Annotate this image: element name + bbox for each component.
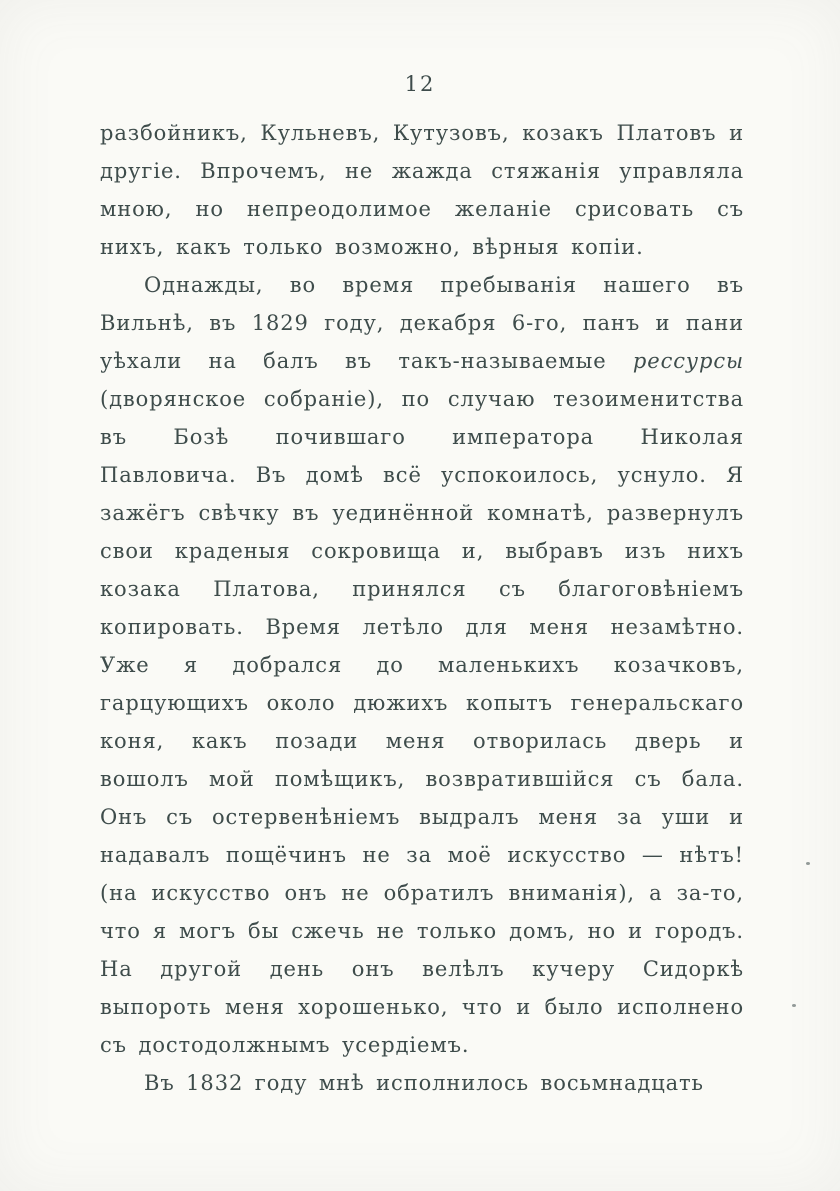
paragraph <box>100 1064 744 1102</box>
ink-speck <box>792 1004 796 1007</box>
paragraph <box>100 266 744 1064</box>
italic-text-run: рессурсы <box>632 349 744 373</box>
text-run: Въ 1832 году мнѣ исполнилось восьмнадцать <box>144 1071 704 1095</box>
text-run: Однажды, во время пребыванія нашего въ Вильнѣ, въ 1829 году, декабря 6-го, панъ и пани уѣхали на балъ въ такъ-называемые <box>100 273 744 373</box>
text-run: (дворянское собраніе), по случаю тезоименитства въ Бозѣ почившаго императора Николая Павловича. Въ домѣ всё успокоилось, уснуло. Я зажёгъ свѣчку въ уединённой комнатѣ, развернулъ свои краденыя сокровища и, выбравъ изъ нихъ козака Платова, принялся съ благоговѣніемъ копировать. Время летѣло для меня незамѣтно. Уже я добрался до маленькихъ козачковъ, гарцующихъ около дюжихъ копытъ генеральскаго коня, какъ позади меня отворилась дверь и вошолъ мой помѣщикъ, возвратившійся съ бала. Онъ съ остервенѣніемъ выдралъ меня за уши и надавалъ пощёчинъ не за моё искусство — нѣтъ! (на искусство онъ не обратилъ вниманія), а за-то, что я могъ бы сжечь не только домъ, но и городъ. На другой день онъ велѣлъ кучеру Сидоркѣ выпороть меня хорошенько, что и было исполнено съ достодолжнымъ усердіемъ. <box>100 387 744 1057</box>
text-block <box>100 114 744 1102</box>
ink-speck <box>806 862 810 865</box>
paragraph <box>100 114 744 266</box>
page-number: 12 <box>404 72 436 96</box>
text-run: разбойникъ, Кульневъ, Кутузовъ, козакъ Платовъ и другіе. Впрочемъ, не жажда стяжанія управляла мною, но непреодолимое желаніе срисовать съ нихъ, какъ только возможно, вѣрныя копіи. <box>100 121 744 259</box>
